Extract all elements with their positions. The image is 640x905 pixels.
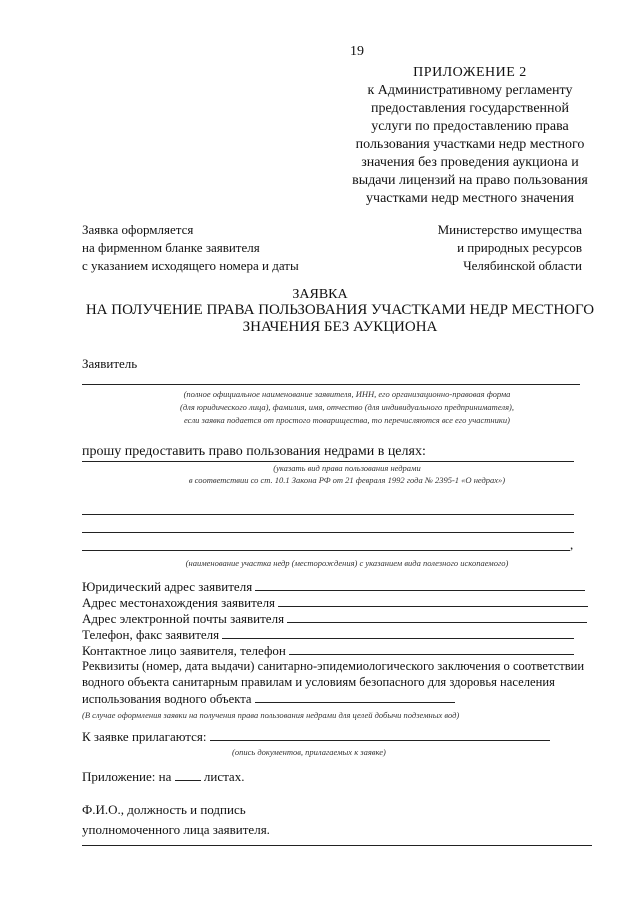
appendix-line: участками недр местного значения — [366, 191, 574, 206]
signature-field[interactable] — [82, 845, 592, 846]
blank-line[interactable] — [82, 532, 574, 533]
form-note-line: с указанием исходящего номера и даты — [82, 258, 299, 273]
form-note-line: Заявка оформляется — [82, 222, 194, 237]
appendix-sheets-suffix: листах. — [203, 769, 245, 784]
comma: , — [570, 537, 574, 552]
appendix-line: предоставления государственной — [370, 101, 570, 116]
document-subtitle — [60, 302, 620, 336]
signature-block — [82, 800, 270, 840]
purpose-hint — [82, 462, 612, 486]
signature-line: Ф.И.О., должность и подпись — [82, 802, 246, 817]
phone-label: Телефон, факс заявителя — [82, 627, 220, 642]
requisites-hint: (В случае оформления заявки на получения права пользования недрами для целей добычи подземных вод) — [82, 710, 460, 720]
addressee-line: Министерство имущества — [437, 222, 582, 237]
location-address-input[interactable] — [278, 594, 588, 607]
applicant-label: Заявитель — [82, 356, 138, 371]
site-hint: (наименование участка недр (месторождения) с указанием вида полезного ископаемого) — [185, 558, 509, 568]
document-title: ЗАЯВКА — [292, 287, 348, 302]
contact-label: Контактное лицо заявителя, телефон — [82, 643, 286, 658]
attach-hint: (опись документов, прилагаемых к заявке) — [232, 747, 386, 757]
contact-row — [82, 642, 574, 659]
location-address-label: Адрес местонахождения заявителя — [82, 595, 276, 610]
requisites-line: Реквизиты (номер, дата выдачи) санитарно-эпидемиологического заключения о соответствии — [82, 659, 585, 673]
appendix-line: выдачи лицензий на право пользования — [352, 173, 588, 188]
hint-line: в соответствии со ст. 10.1 Закона РФ от 21 февраля 1992 года № 2395-1 «О недрах») — [188, 475, 506, 485]
appendix-sheets-prefix: Приложение: на — [82, 769, 172, 784]
appendix-line: услуги по предоставлению права — [371, 119, 569, 134]
hint-line: (указать вид права пользования недрами — [273, 463, 421, 473]
legal-address-input[interactable] — [255, 578, 585, 591]
addressee-line: и природных ресурсов — [457, 240, 582, 255]
appendix-line: значения без проведения аукциона и — [361, 155, 579, 170]
blank-line[interactable] — [82, 514, 574, 515]
appendix-line: к Административному регламенту — [367, 83, 573, 98]
email-input[interactable] — [287, 610, 587, 623]
applicant-field[interactable] — [82, 384, 580, 385]
applicant-hint — [82, 388, 612, 427]
subtitle-line: ЗНАЧЕНИЯ БЕЗ АУКЦИОНА — [242, 319, 438, 335]
sheets-count-input[interactable] — [175, 768, 201, 781]
form-note-line: на фирменном бланке заявителя — [82, 240, 260, 255]
page-number: 19 — [350, 44, 364, 59]
subtitle-line: НА ПОЛУЧЕНИЕ ПРАВА ПОЛЬЗОВАНИЯ УЧАСТКАМИ НЕДР МЕСТНОГО — [85, 302, 595, 318]
legal-address-label: Юридический адрес заявителя — [82, 579, 253, 594]
appendix-line: пользования участками недр местного — [355, 137, 585, 152]
contact-input[interactable] — [289, 642, 574, 655]
requisites-line: использования водного объекта — [82, 692, 252, 706]
signature-line: уполномоченного лица заявителя. — [82, 822, 270, 837]
attach-label: К заявке прилагаются: — [82, 729, 207, 744]
addressee-line: Челябинской области — [463, 258, 582, 273]
appendix-sheets-row — [82, 768, 244, 785]
email-label: Адрес электронной почты заявителя — [82, 611, 285, 626]
attach-input[interactable] — [210, 728, 550, 741]
addressee — [438, 221, 582, 275]
appendix-block — [330, 64, 610, 208]
phone-row — [82, 626, 574, 643]
phone-input[interactable] — [222, 626, 574, 639]
form-note — [82, 221, 299, 275]
hint-line: если заявка подается от простого товарищества, то перечисляются все его участники) — [184, 415, 510, 425]
hint-line: (полное официальное наименование заявителя, ИНН, его организационно-правовая форма — [183, 389, 511, 399]
email-row — [82, 610, 587, 627]
site-field[interactable] — [82, 550, 570, 551]
legal-address-row — [82, 578, 585, 595]
location-address-row — [82, 594, 588, 611]
appendix-title: ПРИЛОЖЕНИЕ 2 — [413, 65, 527, 80]
requisites-line: водного объекта санитарным правилам и условиям безопасного для здоровья населения — [82, 675, 555, 689]
hint-line: (для юридического лица), фамилия, имя, отчество (для индивидуального предпринимателя), — [179, 402, 514, 412]
request-text: прошу предоставить право пользования недрами в целях: — [82, 444, 426, 459]
requisites-input[interactable] — [255, 690, 455, 703]
requisites-block — [82, 658, 584, 707]
